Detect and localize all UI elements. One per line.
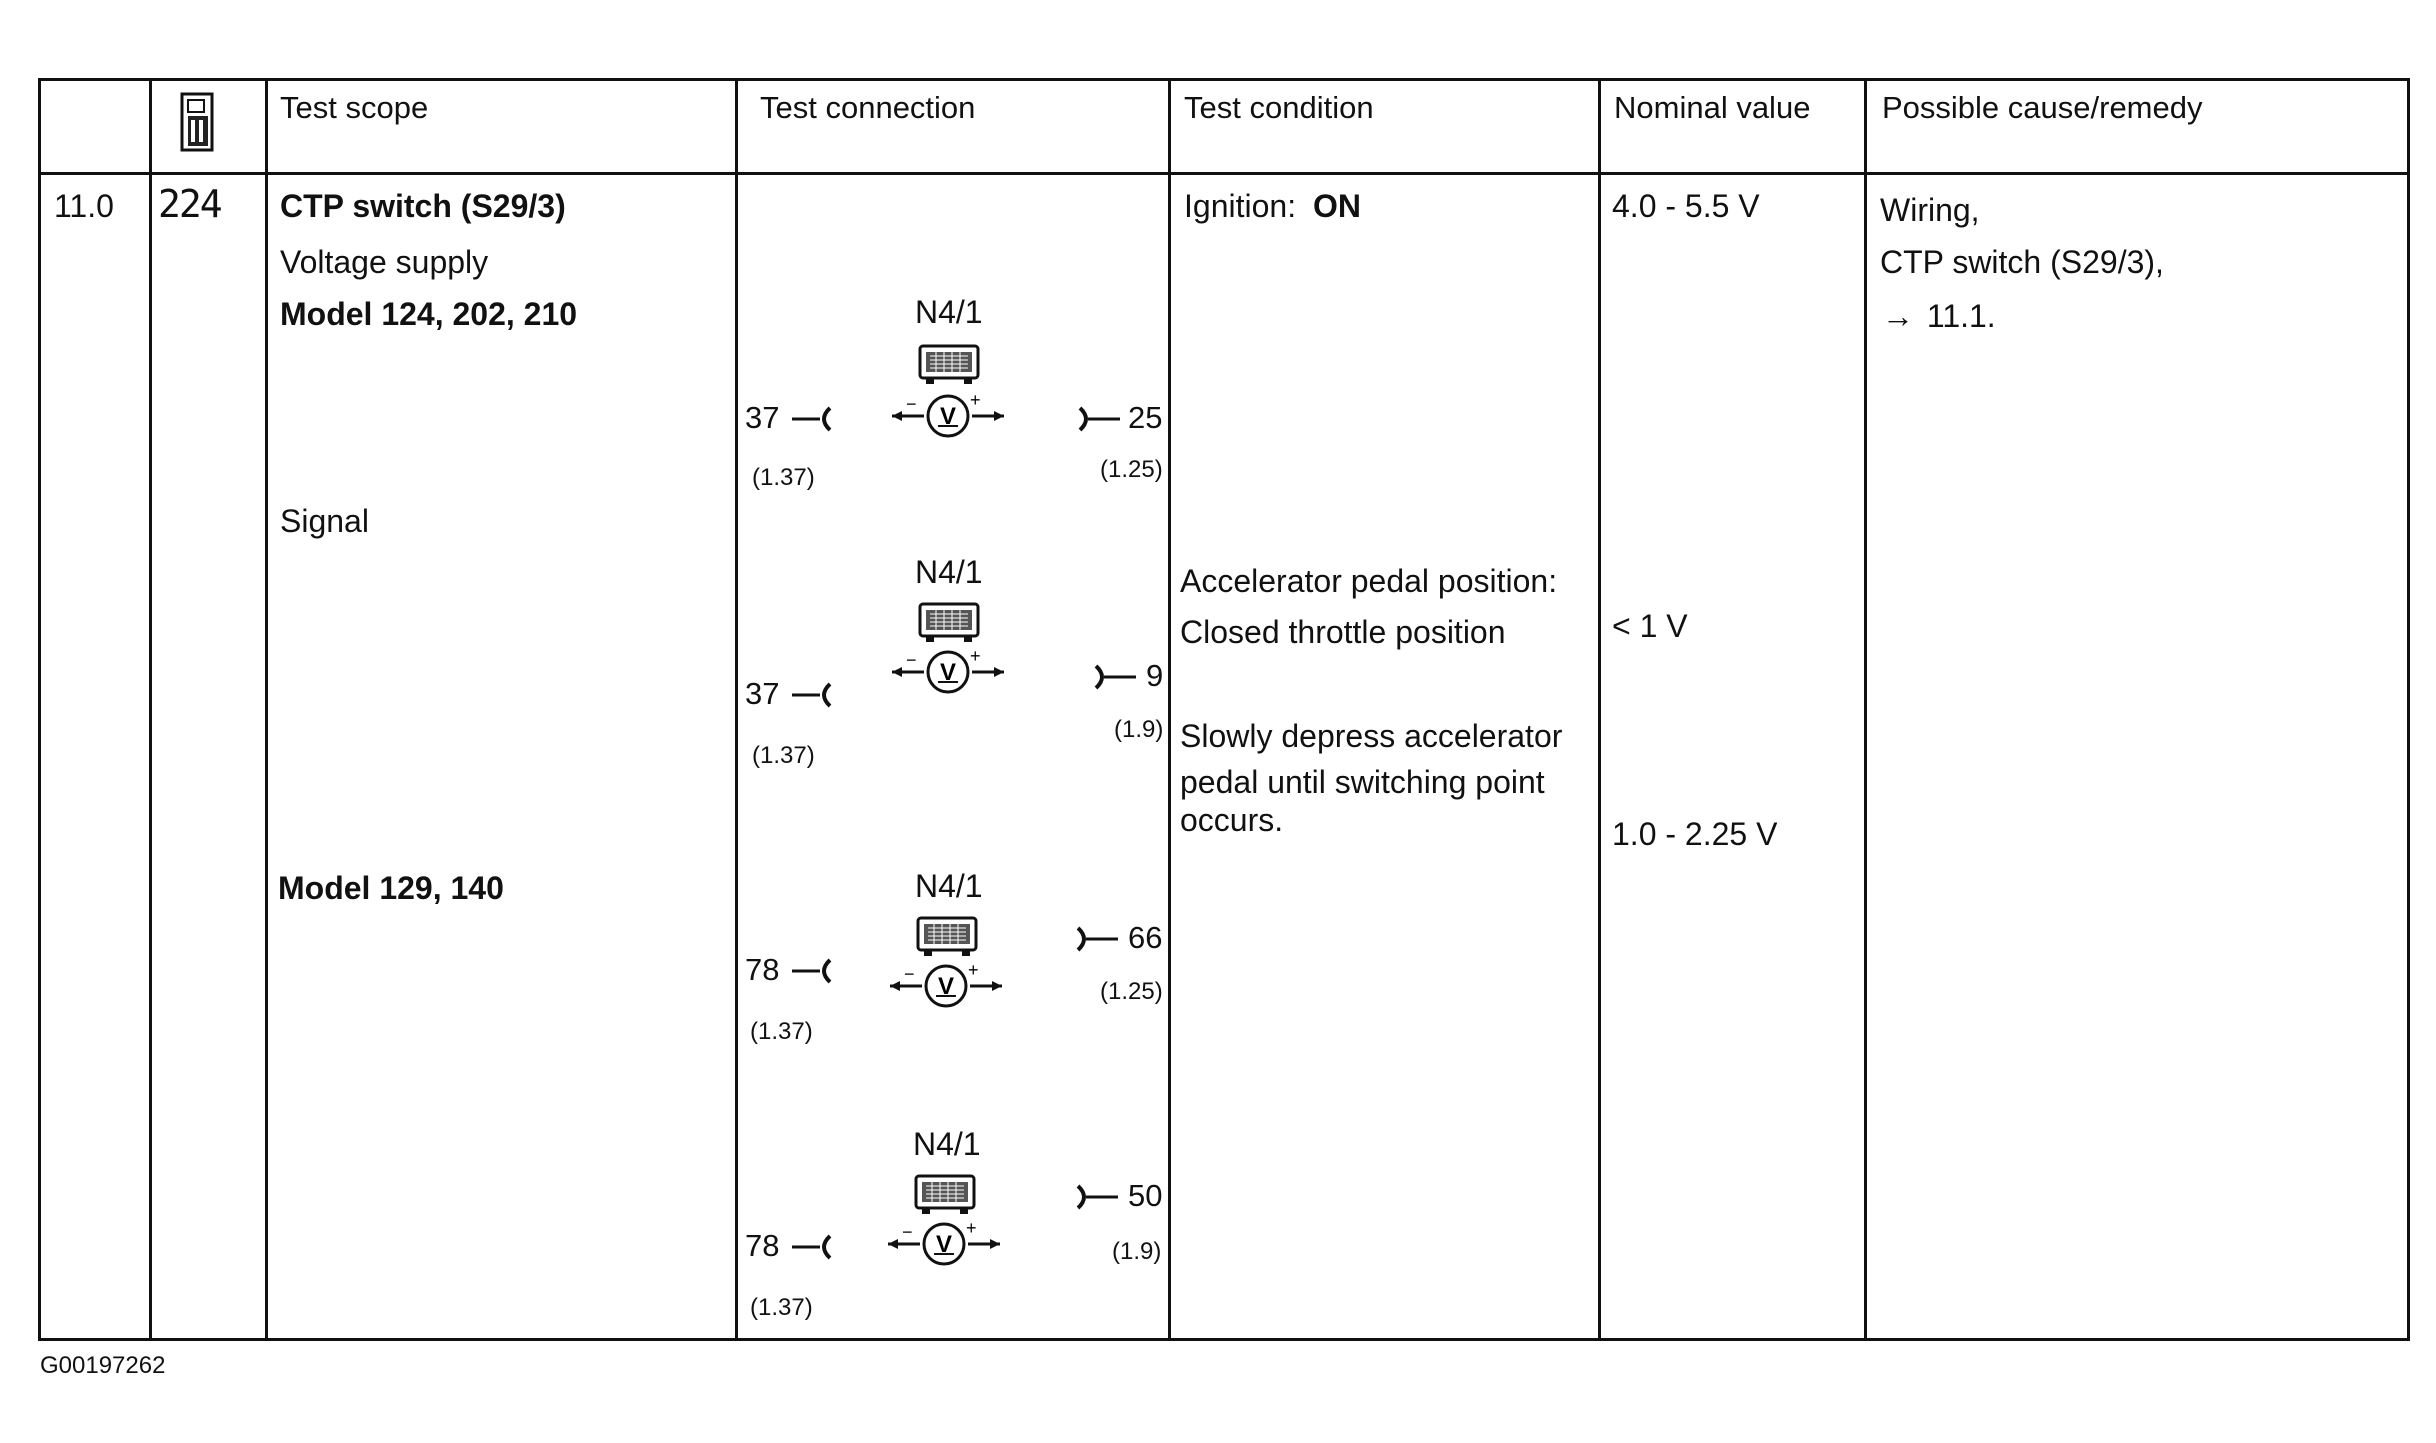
cause-line-1: Wiring, [1880,192,1980,228]
cause-line-3-text: 11.1. [1926,298,1996,334]
right-pin-number: 50 [1128,1178,1163,1213]
svg-text:−: − [904,964,915,984]
cause-line-2: CTP switch (S29/3), [1880,244,2164,280]
col-border-5 [1598,78,1601,1341]
left-pin-sub: (1.37) [750,1294,813,1321]
cause-line-3 [1882,298,1996,335]
svg-text:V: V [937,973,955,1000]
col-border-0 [38,78,41,1341]
left-pin-sub: (1.37) [752,464,815,491]
scope-signal: Signal [280,503,369,539]
scope-title: CTP switch (S29/3) [280,188,566,224]
condition-slowly-3: occurs. [1180,802,1284,838]
condition-ignition-label: Ignition: [1184,188,1297,224]
col-border-2 [265,78,268,1341]
col-border-3 [735,78,738,1341]
scope-voltage-supply: Voltage supply [280,244,489,280]
svg-text:−: − [906,650,917,670]
svg-text:V: V [939,403,957,430]
table-top-border [38,78,2410,81]
svg-text:−: − [902,1222,913,1242]
svg-text:+: + [970,390,981,410]
header-possible-cause: Possible cause/remedy [1882,90,2203,125]
scope-model-b: Model 129, 140 [278,870,504,906]
col-border-7 [2407,78,2410,1341]
right-pin-number: 66 [1128,920,1163,955]
right-pin-sub: (1.9) [1114,716,1164,743]
svg-text:V: V [935,1231,953,1258]
left-pin-number: 78 [745,952,780,987]
condition-closed-throttle: Closed throttle position [1180,614,1506,650]
header-divider [38,172,2410,175]
condition-slowly-2: pedal until switching point [1180,764,1545,800]
right-pin-sub: (1.25) [1100,978,1163,1005]
svg-text:V: V [939,659,957,686]
nominal-value-2: < 1 V [1612,608,1688,644]
right-pin-sub: (1.25) [1100,456,1163,483]
left-pin-number: 37 [745,400,780,435]
col-border-1 [149,78,152,1341]
svg-text:+: + [970,646,981,666]
condition-slowly-1: Slowly depress accelerator [1180,718,1563,754]
col-border-4 [1168,78,1171,1341]
svg-text:+: + [968,960,979,980]
scope-model-a: Model 124, 202, 210 [280,296,578,332]
header-test-connection: Test connection [760,90,976,125]
nominal-value-3: 1.0 - 2.25 V [1612,816,1778,852]
nominal-value-1: 4.0 - 5.5 V [1612,188,1760,224]
left-pin-number: 37 [745,676,780,711]
connection-unit-label: N4/1 [915,554,983,590]
left-pin-sub: (1.37) [752,742,815,769]
header-test-condition: Test condition [1184,90,1374,125]
table-bottom-border [38,1338,2410,1341]
right-pin-sub: (1.9) [1112,1238,1162,1265]
connection-unit-label: N4/1 [913,1126,981,1162]
left-pin-sub: (1.37) [750,1018,813,1045]
connection-unit-label: N4/1 [915,868,983,904]
svg-text:−: − [906,394,917,414]
svg-text:+: + [966,1218,977,1238]
condition-ignition-value: ON [1312,188,1361,224]
right-pin-number: 9 [1146,658,1164,693]
right-pin-number: 25 [1128,400,1163,435]
connection-unit-label: N4/1 [915,294,983,330]
condition-ignition [1184,188,1361,225]
condition-accel-pos: Accelerator pedal position: [1180,563,1558,599]
header-test-scope: Test scope [280,90,429,125]
right-arrow-icon: → [1882,298,1914,334]
col-border-6 [1864,78,1867,1341]
tester-icon [180,92,216,154]
left-pin-number: 78 [745,1228,780,1263]
header-nominal-value: Nominal value [1614,90,1811,125]
step-number: 11.0 [54,188,114,224]
step-code: 224 [158,182,221,226]
figure-id: G00197262 [40,1352,166,1379]
